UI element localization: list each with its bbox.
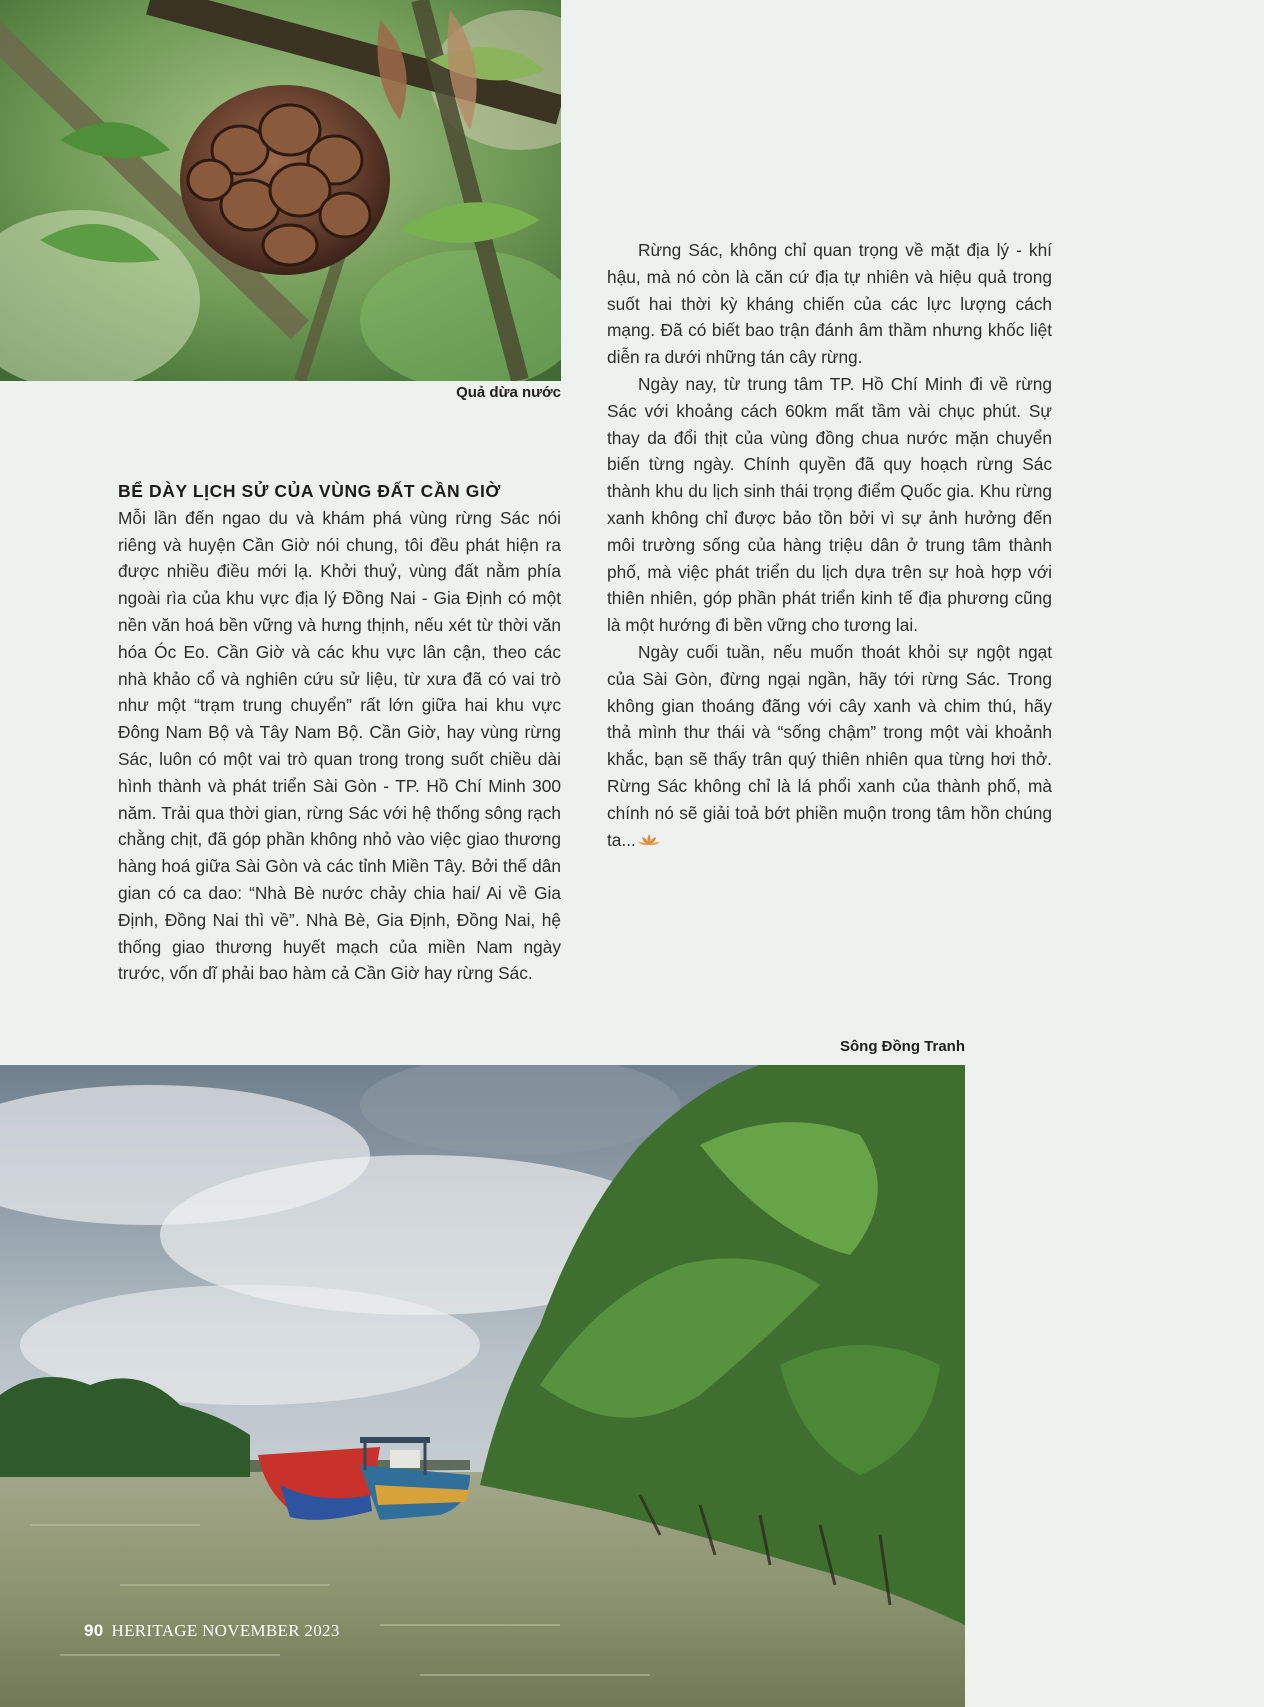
photo-caption-top: Quả dừa nước (456, 384, 561, 401)
paragraph: Ngày nay, từ trung tâm TP. Hồ Chí Minh đi về rừng Sác với khoảng cách 60km mất tầm vài chục phút. Sự thay da đổi thịt của vùng đồng chua nước mặn chuyển biến từng ngày. Chính quyền đã quy hoạch rừng Sác thành khu du lịch sinh thái trọng điểm Quốc gia. Khu rừng xanh không chỉ được bảo tồn bởi vì sự ảnh hưởng đến môi trường sống của hàng triệu dân ở trung tâm thành phố, mà việc phát triển du lịch dựa trên sự hoà hợp với thiên nhiên, góp phần phát triển kinh tế địa phương cũng là một hướng đi bền vững cho tương lai. (607, 373, 1052, 636)
paragraph-text: Ngày cuối tuần, nếu muốn thoát khỏi sự ngột ngạt của Sài Gòn, đừng ngại ngần, hãy tới rừng Sác. Trong không gian thoáng đãng với cây xanh và chim thú, hãy thả mình thư thái và “sống chậm” trong một vài khoảnh khắc, bạn sẽ thấy trân quý thiên nhiên qua từng hơi thở. Rừng Sác không chỉ là lá phổi xanh của thành phố, mà chính nó sẽ giải toả bớt phiền muộn trong tâm hồn chúng ta... (607, 641, 1052, 850)
article-left-column (118, 478, 561, 987)
nipa-fruit-photo (0, 0, 561, 381)
dong-tranh-river-photo (0, 1065, 965, 1707)
page-footer (84, 1621, 340, 1641)
paragraph: Mỗi lần đến ngao du và khám phá vùng rừng Sác nói riêng và huyện Cần Giờ nói chung, tôi đều phát hiện ra được nhiều điều mới lạ. Khởi thuỷ, vùng đất nằm phía ngoài rìa của khu vực địa lý Đồng Nai - Gia Định có một nền văn hoá bền vững và hưng thịnh, nếu xét từ thời văn hóa Óc Eo. Cần Giờ và các khu vực lân cận, theo các nhà khảo cổ và nghiên cứu sử liệu, từ xưa đã có vai trò như một “trạm trung chuyển” rất lớn giữa hai khu vực Đông Nam Bộ và Tây Nam Bộ. Cần Giờ, hay vùng rừng Sác, luôn có một vai trò quan trong trong suốt chiều dài hình thành và phát triển Sài Gòn - TP. Hồ Chí Minh 300 năm. Trải qua thời gian, rừng Sác với hệ thống sông rạch chằng chịt, đã góp phần không nhỏ vào việc giao thương hàng hoá giữa Sài Gòn và các tỉnh Miền Tây. Bởi thế dân gian có ca dao: “Nhà Bè nước chảy chia hai/ Ai về Gia Định, Đồng Nai thì về”. Nhà Bè, Gia Định, Đồng Nai, hệ thống giao thương huyết mạch của miền Nam ngày trước, vốn dĩ phải bao hàm cả Cần Giờ hay rừng Sác. (118, 507, 561, 984)
photo-caption-bottom: Sông Đồng Tranh (840, 1038, 965, 1055)
paragraph (607, 639, 1052, 853)
section-heading: BỂ DÀY LỊCH SỬ CỦA VÙNG ĐẤT CẦN GIỜ (118, 481, 501, 501)
paragraph: Rừng Sác, không chỉ quan trọng về mặt địa lý - khí hậu, mà nó còn là căn cứ địa tự nhiên và hiệu quả trong suốt hai thời kỳ kháng chiến của các lực lượng cách mạng. Đã có biết bao trận đánh âm thầm nhưng khốc liệt diễn ra dưới những tán cây rừng. (607, 240, 1052, 368)
lotus-icon (638, 833, 660, 847)
page-number: 90 (84, 1621, 104, 1640)
magazine-issue: HERITAGE NOVEMBER 2023 (111, 1621, 340, 1640)
article-right-column (607, 237, 1052, 853)
